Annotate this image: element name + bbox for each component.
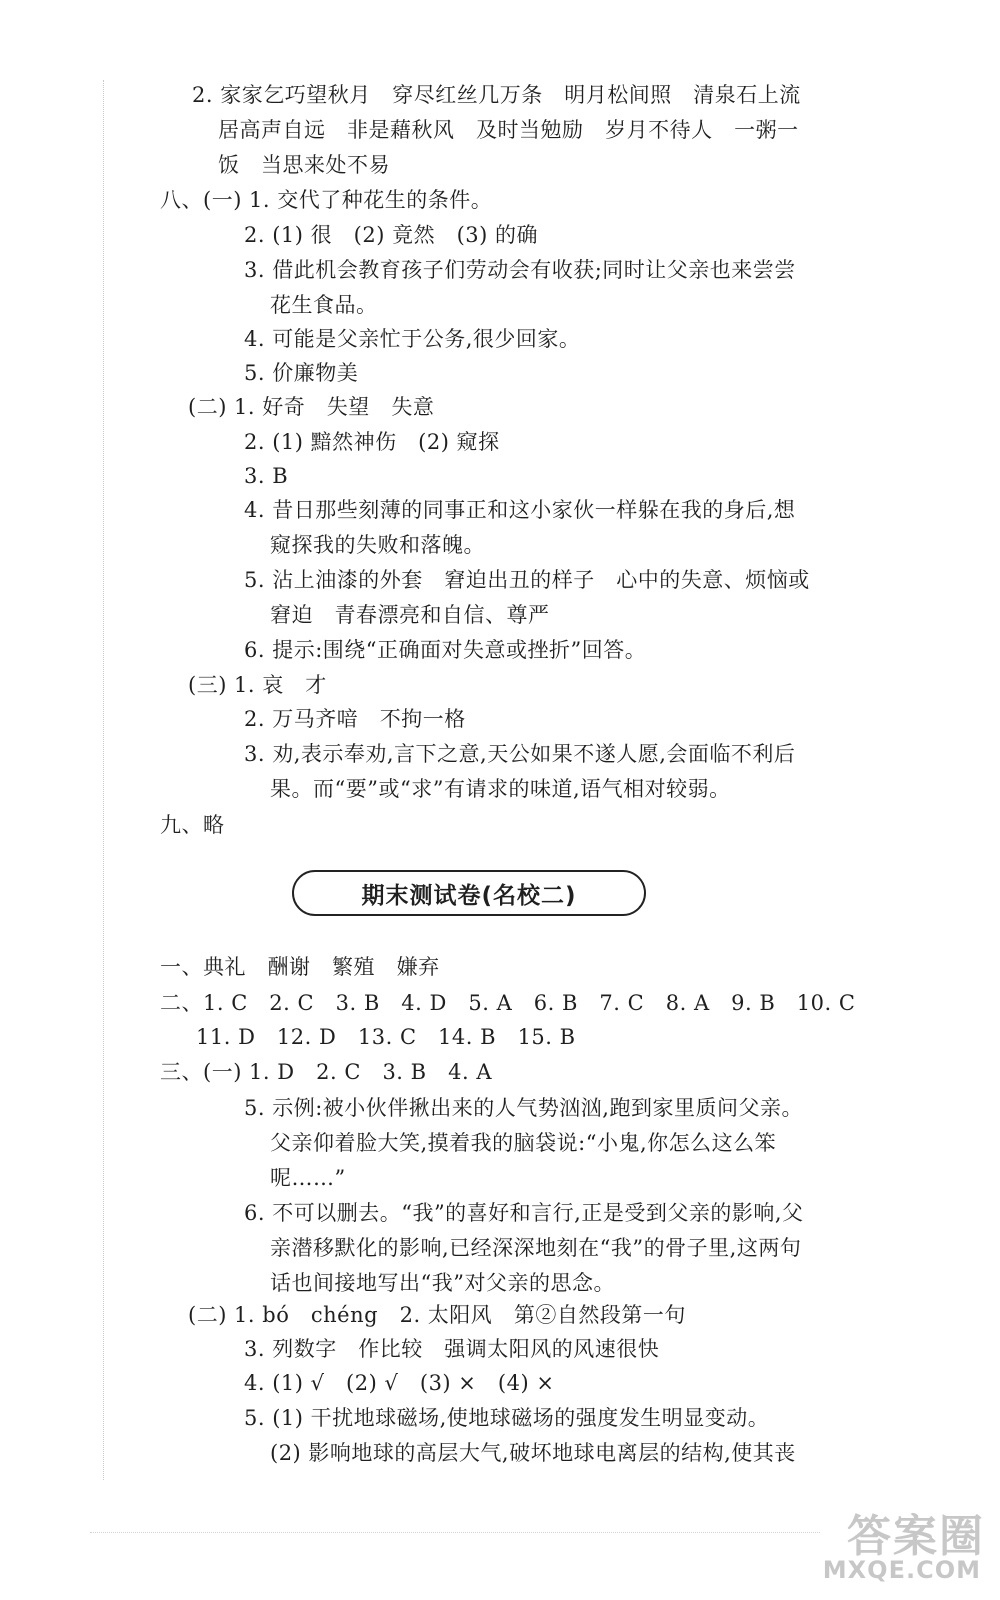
section-heading: 三、(一) 1. D 2. C 3. B 4. A bbox=[160, 1060, 492, 1084]
answer-line: 果。而“要”或“求”有请求的味道,语气相对较弱。 bbox=[270, 777, 731, 801]
answer-line: 话也间接地写出“我”对父亲的思念。 bbox=[270, 1271, 615, 1295]
answer-line: 2. 家家乞巧望秋月 穿尽红丝几万条 明月松间照 清泉石上流 bbox=[192, 83, 801, 107]
answer-line: 5. 价廉物美 bbox=[244, 361, 359, 385]
bottom-divider bbox=[90, 1532, 820, 1533]
section-heading: 二、1. C 2. C 3. B 4. D 5. A 6. B 7. C 8. A 9. B 10. C bbox=[160, 991, 856, 1015]
answer-line: 3. 劝,表示奉劝,言下之意,天公如果不遂人愿,会面临不利后 bbox=[244, 742, 796, 766]
answer-line: 饭 当思来处不易 bbox=[218, 153, 391, 177]
answer-line: 呢……” bbox=[270, 1166, 346, 1190]
answer-line: 6. 不可以删去。“我”的喜好和言行,正是受到父亲的影响,父 bbox=[244, 1201, 804, 1225]
answer-line: 2. (1) 很 (2) 竟然 (3) 的确 bbox=[244, 223, 539, 247]
answer-line: 父亲仰着脸大笑,摸着我的脑袋说:“小鬼,你怎么这么笨 bbox=[270, 1131, 777, 1155]
watermark-logo-text: 答案圈 bbox=[847, 1511, 985, 1562]
answer-line: 5. 示例:被小伙伴揪出来的人气势汹汹,跑到家里质问父亲。 bbox=[244, 1096, 803, 1120]
answer-line: 3. 列数字 作比较 强调太阳风的风速很快 bbox=[244, 1337, 660, 1361]
exam-title: 期末测试卷(名校二) bbox=[361, 882, 577, 909]
subsection-heading: (三) 1. 哀 才 bbox=[188, 673, 327, 697]
answer-line: 6. 提示:围绕“正确面对失意或挫折”回答。 bbox=[244, 638, 647, 662]
answer-line: 居高声自远 非是藉秋风 及时当勉励 岁月不待人 一粥一 bbox=[218, 118, 799, 142]
answer-line: 窥探我的失败和落魄。 bbox=[270, 533, 485, 557]
answer-line: 3. 借此机会教育孩子们劳动会有收获;同时让父亲也来尝尝 bbox=[244, 258, 796, 282]
answer-line: 4. (1) √ (2) √ (3) × (4) × bbox=[244, 1371, 555, 1395]
answer-line: (2) 影响地球的高层大气,破坏地球电离层的结构,使其丧 bbox=[270, 1441, 796, 1465]
answer-line: 5. (1) 干扰地球磁场,使地球磁场的强度发生明显变动。 bbox=[244, 1406, 770, 1430]
answer-line: 11. D 12. D 13. C 14. B 15. B bbox=[196, 1025, 576, 1049]
answer-line: 4. 可能是父亲忙于公务,很少回家。 bbox=[244, 327, 581, 351]
subsection-heading: (二) 1. bó chéng 2. 太阳风 第②自然段第一句 bbox=[188, 1303, 686, 1327]
exam-title-box bbox=[292, 870, 646, 916]
watermark-domain-text: MXQE.COM bbox=[822, 1556, 981, 1584]
answer-line: 2. (1) 黯然神伤 (2) 窥探 bbox=[244, 430, 500, 454]
section-heading: 九、略 bbox=[160, 813, 225, 837]
answer-line: 3. B bbox=[244, 464, 289, 488]
section-heading: 八、(一) 1. 交代了种花生的条件。 bbox=[160, 188, 493, 212]
binding-edge-line bbox=[103, 80, 104, 1480]
answer-line: 亲潜移默化的影响,已经深深地刻在“我”的骨子里,这两句 bbox=[270, 1236, 802, 1260]
answer-line: 花生食品。 bbox=[270, 293, 378, 317]
answer-line: 4. 昔日那些刻薄的同事正和这小家伙一样躲在我的身后,想 bbox=[244, 498, 796, 522]
answer-line: 5. 沾上油漆的外套 窘迫出丑的样子 心中的失意、烦恼或 bbox=[244, 568, 810, 592]
section-heading: 一、典礼 酬谢 繁殖 嫌弃 bbox=[160, 955, 440, 979]
answer-line: 窘迫 青春漂亮和自信、尊严 bbox=[270, 603, 550, 627]
site-watermark bbox=[795, 1500, 985, 1590]
subsection-heading: (二) 1. 好奇 失望 失意 bbox=[188, 395, 435, 419]
answer-line: 2. 万马齐喑 不拘一格 bbox=[244, 707, 466, 731]
